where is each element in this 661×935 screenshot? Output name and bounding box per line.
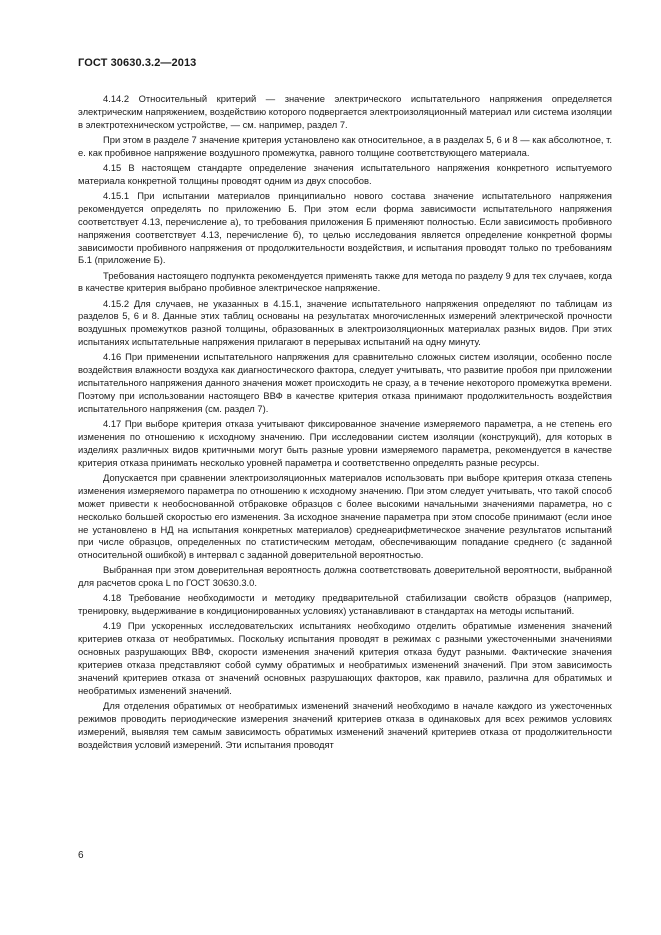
paragraph-4-17: 4.17 При выборе критерия отказа учитывают фиксированное значение измеряемого параметра, а не степень его изменения по отношению к исходному значению. При исследовании систем изоляции (конструкций), для которых в изделиях различных видов критичными могут быть разные уровни измеряемого параметра, рекомендуется в качестве критерия отказа принимать несколько уровней параметра и соответственно определять разные ресурсы. — [78, 418, 612, 468]
paragraph: Выбранная при этом доверительная вероятность должна соответствовать доверительной вероятности, выбранной для расчетов срока L по ГОСТ 30630.3.0. — [78, 564, 612, 589]
paragraph-4-15-2: 4.15.2 Для случаев, не указанных в 4.15.1, значение испытательного напряжения определяют по таблицам из разделов 5, 6 и 8. Данные этих таблиц основаны на результатах многочисленных измерений электрической прочности воздушных промежутков разной толщины, образованных в электроизоляционных материалах разных видов. При этих испытаниях испытательные напряжения прилагают в перерывах испытаний на одну минуту. — [78, 297, 612, 348]
paragraph-4-14-2: 4.14.2 Относительный критерий — значение электрического испытательного напряжения определяется электрическим напряжением, воздействию которого подвергается электроизоляционный материал или система изоляции в электротехническом устройстве, — см. например, раздел 7. — [78, 93, 612, 130]
document-body — [78, 93, 612, 754]
paragraph-4-16: 4.16 При применении испытательного напряжения для сравнительно сложных систем изоляции, особенно после воздействия влажности воздуха как диагностического фактора, следует учитывать, что развитие пробоя при приложении испытательного напряжения данного значения может происходить не сразу, а в течение некоторого промежутка времени. Поэтому при использовании настоящего ВВФ в качестве критерия отказа принимают продолжительность воздействия испытательного напряжения (см. раздел 7). — [78, 351, 612, 414]
document-header: ГОСТ 30630.3.2—2013 — [78, 57, 197, 69]
paragraph: При этом в разделе 7 значение критерия установлено как относительное, а в разделах 5, 6 и 8 — как абсолютное, т. е. как пробивное напряжение воздушного промежутка, равного толщине соответствующего материала. — [78, 133, 612, 158]
page-number: 6 — [78, 850, 84, 861]
paragraph-4-15: 4.15 В настоящем стандарте определение значения испытательного напряжения конкретного испытуемого материала конкретной толщины проводят одним из двух способов. — [78, 161, 612, 186]
paragraph-4-15-1: 4.15.1 При испытании материалов принципиально нового состава значение испытательного напряжения рекомендуется определять по приложению Б. При этом если форма зависимости испытательного напряжения соответствует 4.13, перечисление а), то требования приложения Б применяют полностью. Если зависимость пробивного напряжения соответствует 4.13, перечисление б), то целью исследования является определение конкретной формы зависимости пробивного напряжения от продолжительности воздействия, и испытания проводят только по требованиям Б.1 (приложение Б). — [78, 189, 612, 266]
paragraph: Для отделения обратимых от необратимых изменений значений необходимо в начале каждого из ужесточенных режимов проводить периодические измерения значений критериев отказа в одинаковых для всех режимов условиях измерений, выявляя тем самым зависимость обратимых изменений значений критериев отказа от продолжительности воздействия условий измерений. Эти испытания проводят — [78, 700, 612, 750]
paragraph-4-19: 4.19 При ускоренных исследовательских испытаниях необходимо отделить обратимые изменения значений критериев отказа от необратимых. Поскольку испытания проводят в режимах с разными ужесточенными значениями основных разрушающих ВВФ, скорости изменения значений критерия отказа будут разными. Фактические значения критериев отказа представляют собой сумму обратимых и необратимых изменений значений. При этом зависимость значений критериев отказа от значений основных разрушающих факторов, как правило, различна для обратимых и необратимых изменений значений. — [78, 620, 612, 696]
paragraph-4-18: 4.18 Требование необходимости и методику предварительной стабилизации свойств образцов (например, тренировку, выдерживание в кондиционированных условиях) устанавливают в стандартах на методы испытаний. — [78, 592, 612, 617]
paragraph: Требования настоящего подпункта рекомендуется применять также для метода по разделу 9 для тех случаев, когда в качестве критерия выбрано пробивное электрическое напряжение. — [78, 269, 612, 294]
paragraph: Допускается при сравнении электроизоляционных материалов использовать при выборе критерия отказа степень изменения измеряемого параметра по отношению к исходному значению. При этом следует учитывать, что такой способ может привести к необоснованной отбраковке образцов с более высокими начальными значениями параметра, но с несколько большей скоростью его изменения. За исходное значение параметра при этом способе принимают (если иное не установлено в НД на испытания конкретных материалов) среднеарифметическое значение результатов испытаний при числе образцов, определенных по статистическим методам, обеспечивающим попадание среднего (с заданной относительной ошибкой) в интервал с заданной доверительной вероятностью. — [78, 471, 612, 561]
